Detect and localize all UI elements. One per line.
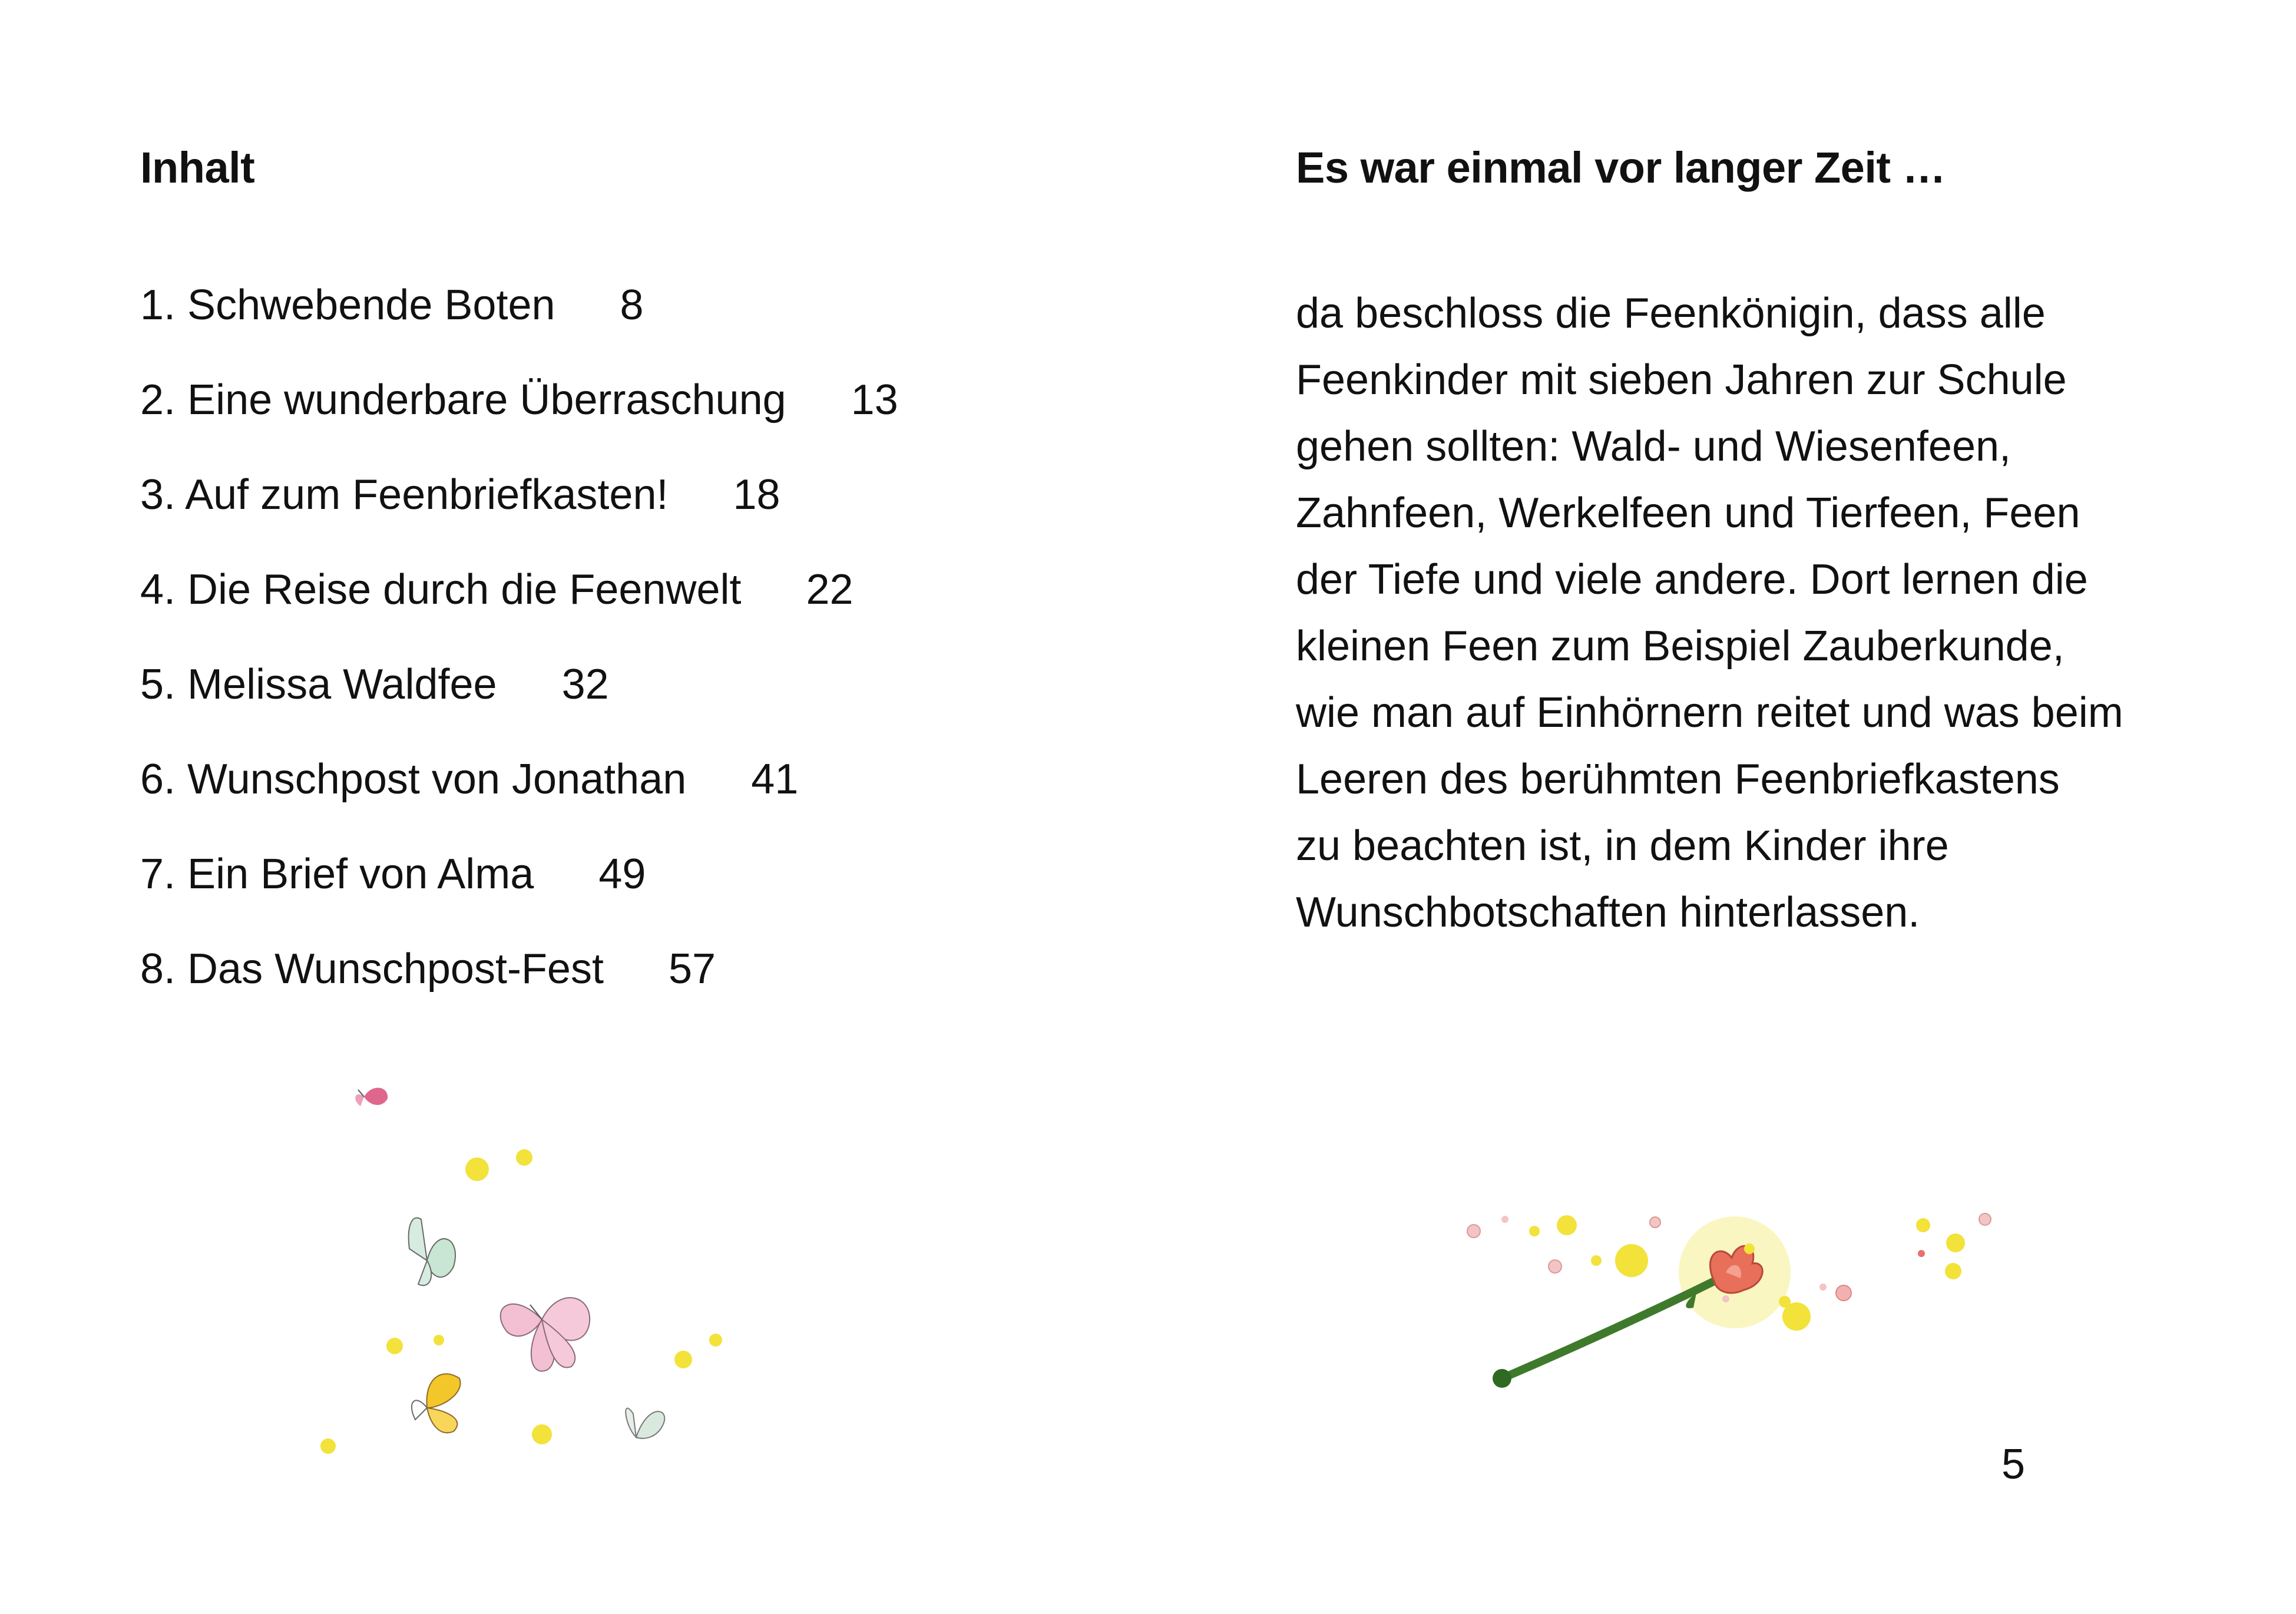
toc-entry-title: 4. Die Reise durch die Feenwelt — [140, 566, 742, 613]
toc-entry-page: 49 — [598, 851, 646, 898]
toc-entry — [140, 944, 898, 1039]
flower-wand-illustration — [1437, 1184, 2014, 1431]
story-paragraph — [1296, 280, 2215, 946]
yellow-butterfly-icon — [412, 1374, 461, 1433]
toc-entry-title: 3. Auf zum Feenbriefkasten! — [140, 471, 669, 518]
toc-entry — [140, 470, 898, 565]
toc-entry-page: 57 — [668, 945, 716, 993]
toc-entry-page: 8 — [620, 282, 644, 329]
butterflies-and-dots-illustration — [295, 1072, 766, 1473]
toc-entry-page: 32 — [561, 661, 609, 708]
toc-entry-page: 41 — [751, 756, 799, 803]
body-line: Feenkinder mit sieben Jahren zur Schule — [1296, 356, 2067, 404]
body-line: da beschloss die Feenkönigin, dass alle — [1296, 290, 2046, 337]
pink-butterfly-small-icon — [355, 1088, 388, 1106]
body-line: gehen sollten: Wald- und Wiesenfeen, — [1296, 423, 2012, 470]
yellow-dots-icon — [320, 1149, 722, 1454]
toc-entry-title: 5. Melissa Waldfee — [140, 661, 497, 708]
story-heading: Es war einmal vor langer Zeit … — [1296, 143, 1946, 192]
toc-entry-page: 22 — [806, 566, 853, 613]
table-of-contents — [140, 280, 898, 1039]
body-line: Wunschbotschaften hinterlassen. — [1296, 889, 1920, 936]
toc-entry-title: 8. Das Wunschpost-Fest — [140, 945, 604, 993]
grey-butterfly-icon — [626, 1408, 664, 1438]
toc-entry-title: 6. Wunschpost von Jonathan — [140, 756, 687, 803]
toc-entry-title: 1. Schwebende Boten — [140, 282, 555, 329]
page-number: 5 — [2001, 1441, 2026, 1488]
toc-entry — [140, 280, 898, 375]
toc-entry-page: 18 — [733, 471, 780, 518]
pink-butterfly-large-icon — [501, 1298, 590, 1371]
toc-entry — [140, 660, 898, 755]
body-line: wie man auf Einhörnern reitet und was beim — [1296, 689, 2123, 736]
toc-entry — [140, 849, 898, 944]
toc-heading: Inhalt — [140, 143, 255, 192]
toc-entry — [140, 375, 898, 470]
toc-entry-title: 2. Eine wunderbare Überraschung — [140, 376, 786, 424]
toc-entry — [140, 565, 898, 660]
body-line: Leeren des berühmten Feenbriefkastens — [1296, 756, 2060, 803]
body-line: Zahnfeen, Werkelfeen und Tierfeen, Feen — [1296, 490, 2080, 537]
toc-entry-title: 7. Ein Brief von Alma — [140, 851, 534, 898]
toc-entry-page: 13 — [851, 376, 898, 424]
wand-stem-icon — [1493, 1281, 1714, 1388]
toc-entry — [140, 755, 898, 849]
body-line: kleinen Feen zum Beispiel Zauberkunde, — [1296, 623, 2065, 670]
body-line: der Tiefe und viele andere. Dort lernen die — [1296, 556, 2088, 603]
mint-butterfly-icon — [409, 1218, 455, 1285]
body-line: zu beachten ist, in dem Kinder ihre — [1296, 822, 1949, 869]
